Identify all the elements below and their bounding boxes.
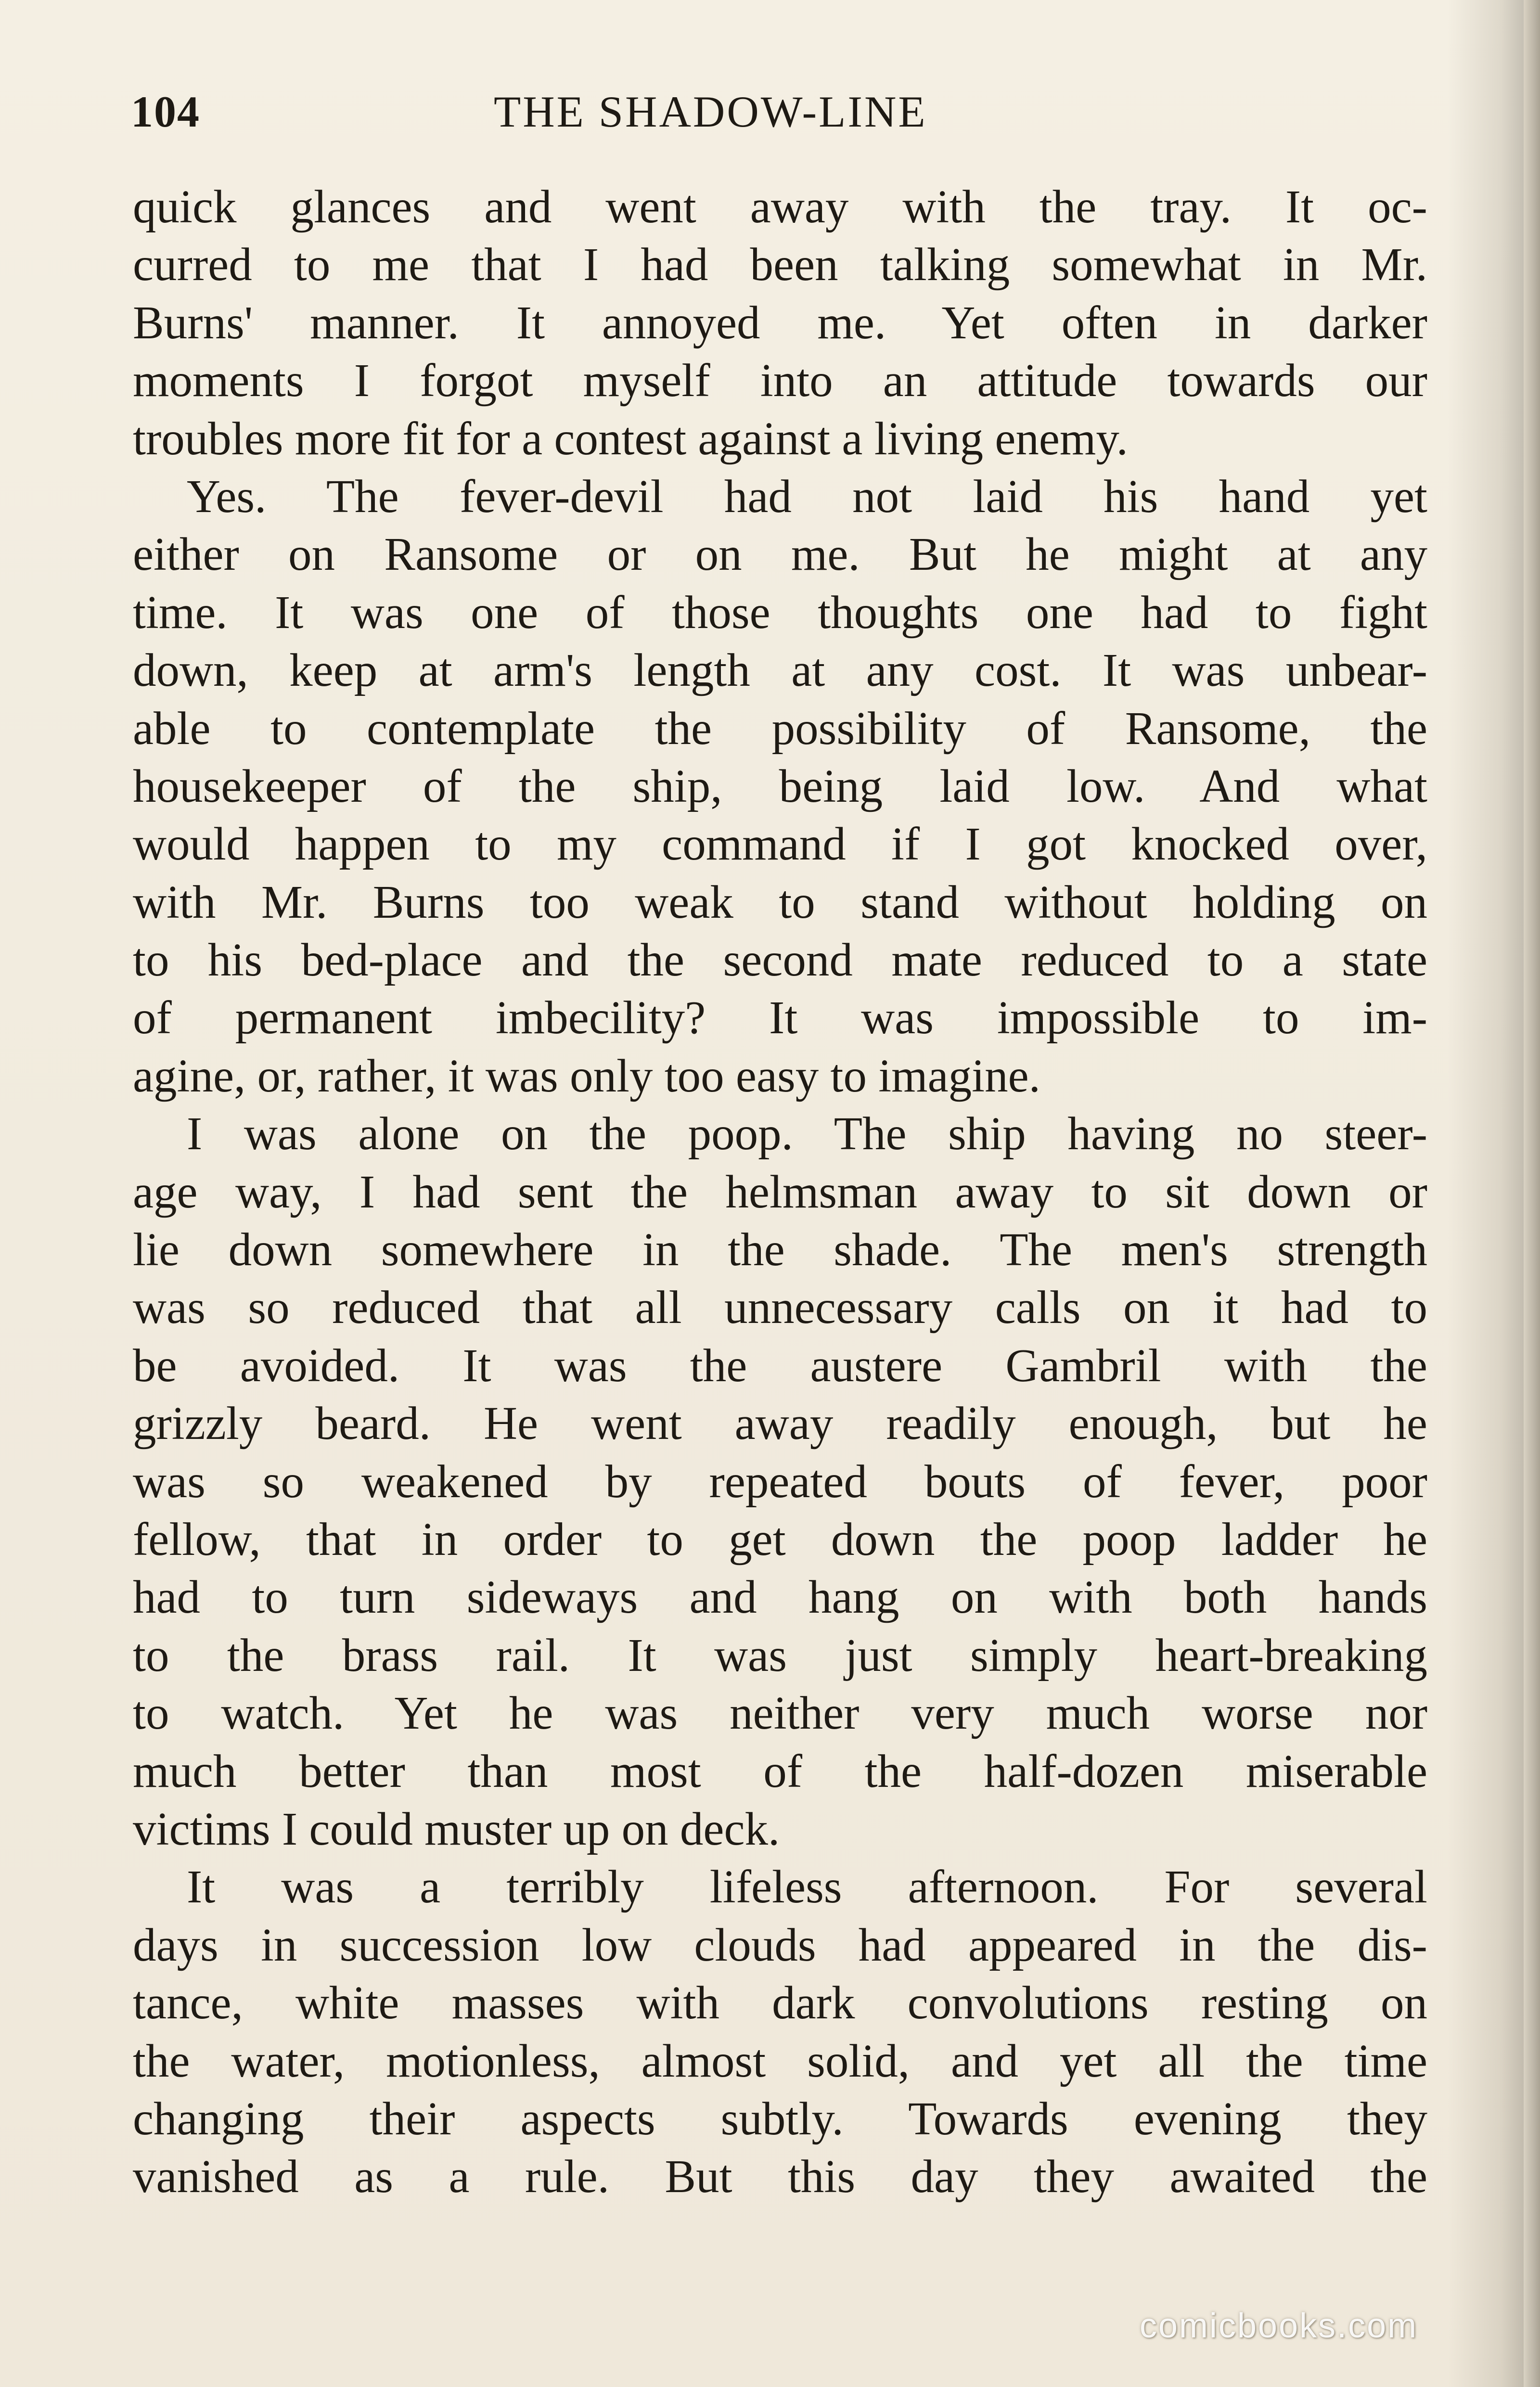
paragraph-start-line: I was alone on the poop. The ship having no steer- [187, 1108, 1427, 1160]
text-line: victims I could muster up on deck. [133, 1803, 780, 1855]
page-edge-shadow [1524, 0, 1540, 2387]
text-line: troubles more fit for a contest against a living enemy. [133, 412, 1128, 464]
text-line: fellow, that in order to get down the poop ladder he [133, 1513, 1427, 1565]
text-line: was so weakened by repeated bouts of fever, poor [133, 1455, 1427, 1507]
watermark: comicbooks.com [1140, 2307, 1418, 2345]
text-line: much better than most of the half-dozen miserable [133, 1745, 1427, 1797]
body-text [133, 178, 1427, 2206]
text-line: was so reduced that all unnecessary calls on it had to [133, 1282, 1427, 1334]
text-line: age way, I had sent the helmsman away to sit down or [133, 1166, 1427, 1218]
book-title: THE SHADOW-LINE [494, 87, 927, 136]
text-line: the water, motionless, almost solid, and yet all the time [133, 2035, 1427, 2087]
text-line: had to turn sideways and hang on with both hands [133, 1571, 1427, 1623]
text-line: agine, or, rather, it was only too easy to imagine. [133, 1050, 1040, 1102]
text-line: days in succession low clouds had appeared in the dis- [133, 1919, 1427, 1971]
text-line: to the brass rail. It was just simply heart-breaking [133, 1629, 1427, 1681]
text-line: able to contemplate the possibility of Ransome, the [133, 702, 1427, 754]
text-line: time. It was one of those thoughts one had to fight [133, 586, 1427, 638]
text-line: be avoided. It was the austere Gambril with the [133, 1339, 1427, 1391]
text-line: lie down somewhere in the shade. The men's strength [133, 1224, 1427, 1276]
text-line: of permanent imbecility? It was impossible to im- [133, 992, 1427, 1044]
page-number: 104 [131, 87, 200, 136]
paragraph-start-line: Yes. The fever-devil had not laid his hand yet [187, 470, 1427, 522]
text-line: would happen to my command if I got knocked over, [133, 818, 1427, 870]
text-line: to watch. Yet he was neither very much worse nor [133, 1687, 1427, 1739]
text-line: Burns' manner. It annoyed me. Yet often in darker [133, 296, 1427, 348]
text-line: either on Ransome or on me. But he might at any [133, 528, 1427, 580]
paragraph-start-line: It was a terribly lifeless afternoon. For several [187, 1861, 1427, 1913]
text-line: housekeeper of the ship, being laid low. And what [133, 760, 1427, 812]
text-line: tance, white masses with dark convolutions resting on [133, 1977, 1427, 2029]
text-line: vanished as a rule. But this day they awaited the [133, 2151, 1427, 2203]
text-line: grizzly beard. He went away readily enough, but he [133, 1398, 1427, 1450]
text-line: to his bed-place and the second mate reduced to a state [133, 934, 1427, 986]
text-line: with Mr. Burns too weak to stand without holding on [133, 876, 1427, 928]
text-line: changing their aspects subtly. Towards evening they [133, 2092, 1427, 2144]
text-line: moments I forgot myself into an attitude towards our [133, 355, 1427, 407]
text-line: curred to me that I had been talking somewhat in Mr. [133, 239, 1427, 291]
text-line: quick glances and went away with the tray. It oc- [133, 181, 1427, 232]
text-line: down, keep at arm's length at any cost. It was unbear- [133, 644, 1427, 696]
running-head [131, 83, 1425, 141]
